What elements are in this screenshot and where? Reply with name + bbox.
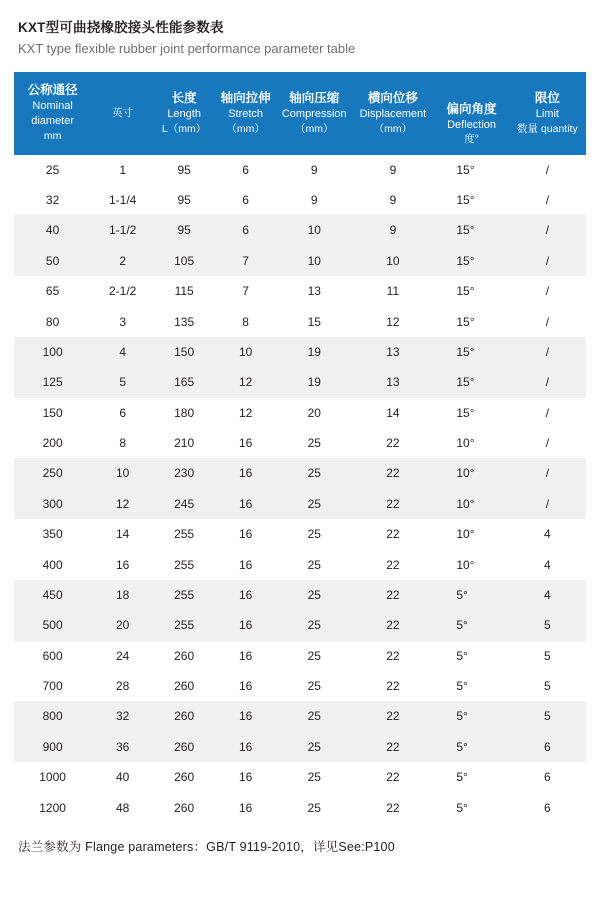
table-cell: 15 [277, 306, 351, 336]
table-cell: 20 [91, 610, 154, 640]
table-cell: 900 [14, 732, 91, 762]
table-cell: / [509, 367, 586, 397]
footer-note: 法兰参数为 Flange parameters：GB/T 9119-2010，详见See:P100 [18, 839, 395, 854]
column-header-cn: 限位 [534, 90, 560, 105]
table-cell: 32 [91, 701, 154, 731]
table-body [14, 155, 586, 823]
table-cell: 25 [277, 489, 351, 519]
table-cell: 9 [277, 185, 351, 215]
table-cell: 1000 [14, 762, 91, 792]
column-header-unit: mm [43, 129, 62, 142]
table-cell: 5 [509, 641, 586, 671]
table-cell: / [509, 458, 586, 488]
table-cell: 36 [91, 732, 154, 762]
table-cell: 165 [154, 367, 214, 397]
table-cell: 22 [351, 701, 434, 731]
table-cell: 3 [91, 306, 154, 336]
table-cell: 6 [214, 185, 277, 215]
table-cell: / [509, 246, 586, 276]
table-row [14, 155, 586, 185]
table-cell: 5° [434, 580, 508, 610]
table-cell: 22 [351, 732, 434, 762]
table-row [14, 792, 586, 822]
page-title-en: KXT type flexible rubber joint performance parameter table [18, 41, 356, 57]
table-cell: / [509, 215, 586, 245]
table-cell: 16 [214, 671, 277, 701]
table-row [14, 428, 586, 458]
table-cell: 260 [154, 641, 214, 671]
table-cell: 500 [14, 610, 91, 640]
table-cell: 15° [434, 276, 508, 306]
table-cell: 10 [277, 215, 351, 245]
table-cell: 25 [277, 580, 351, 610]
table-row [14, 489, 586, 519]
table-cell: 16 [214, 762, 277, 792]
table-row [14, 641, 586, 671]
table-cell: 12 [214, 398, 277, 428]
table-cell: / [509, 276, 586, 306]
column-header-en: Deflection [447, 118, 497, 131]
table-cell: 9 [351, 215, 434, 245]
column-header-unit: （mm） [295, 122, 334, 135]
table-cell: 5° [434, 671, 508, 701]
table-cell: 10 [214, 337, 277, 367]
table-cell: 11 [351, 276, 434, 306]
table-cell: 7 [214, 276, 277, 306]
table-cell: 25 [277, 701, 351, 731]
table-cell: 22 [351, 610, 434, 640]
table-cell: 135 [154, 306, 214, 336]
column-header-en: Length [167, 107, 201, 120]
table-cell: 22 [351, 580, 434, 610]
table-cell: 15° [434, 306, 508, 336]
table-cell: 4 [509, 580, 586, 610]
table-cell: 700 [14, 671, 91, 701]
column-header-unit: 英寸 [112, 106, 134, 119]
table-cell: / [509, 398, 586, 428]
table-cell: 5° [434, 762, 508, 792]
table-cell: 32 [14, 185, 91, 215]
table-cell: 25 [277, 519, 351, 549]
table-cell: 8 [214, 306, 277, 336]
table-cell: 18 [91, 580, 154, 610]
table-cell: 9 [351, 185, 434, 215]
table-row [14, 519, 586, 549]
table-cell: 15° [434, 337, 508, 367]
table-row [14, 367, 586, 397]
column-header-cn: 长度 [171, 90, 197, 105]
table-cell: 16 [214, 732, 277, 762]
table-cell: 10 [351, 246, 434, 276]
table-cell: 4 [509, 549, 586, 579]
table-cell: 25 [277, 732, 351, 762]
table-row [14, 610, 586, 640]
table-cell: 22 [351, 519, 434, 549]
table-cell: 14 [351, 398, 434, 428]
table-cell: 22 [351, 762, 434, 792]
table-cell: / [509, 185, 586, 215]
table-cell: 260 [154, 762, 214, 792]
column-header-en: Stretch [228, 107, 264, 120]
table-cell: 150 [154, 337, 214, 367]
table-cell: 15° [434, 398, 508, 428]
table-cell: 245 [154, 489, 214, 519]
table-cell: 25 [277, 671, 351, 701]
table-cell: 25 [277, 762, 351, 792]
table-cell: 180 [154, 398, 214, 428]
title-block [14, 18, 586, 60]
table-cell: 95 [154, 215, 214, 245]
column-header-stretch [214, 72, 277, 154]
table-cell: 600 [14, 641, 91, 671]
table-cell: 24 [91, 641, 154, 671]
table-cell: 22 [351, 671, 434, 701]
table-cell: 9 [351, 155, 434, 185]
table-cell: 5° [434, 610, 508, 640]
table-cell: 19 [277, 367, 351, 397]
table-cell: 13 [277, 276, 351, 306]
table-cell: 800 [14, 701, 91, 731]
table-cell: 80 [14, 306, 91, 336]
table-row [14, 458, 586, 488]
table-cell: 16 [214, 580, 277, 610]
table-cell: 65 [14, 276, 91, 306]
table-cell: 6 [509, 792, 586, 822]
table-cell: 15° [434, 367, 508, 397]
column-header-length [154, 72, 214, 154]
table-cell: 14 [91, 519, 154, 549]
table-cell: 5° [434, 732, 508, 762]
table-cell: 22 [351, 489, 434, 519]
table-cell: 16 [214, 519, 277, 549]
table-cell: 2 [91, 246, 154, 276]
table-cell: 22 [351, 549, 434, 579]
table-cell: 15° [434, 246, 508, 276]
table-cell: 10 [91, 458, 154, 488]
table-cell: 260 [154, 671, 214, 701]
column-header-cn: 公称通径 [27, 83, 78, 98]
table-cell: 16 [214, 641, 277, 671]
table-row [14, 732, 586, 762]
table-row [14, 215, 586, 245]
table-cell: 350 [14, 519, 91, 549]
column-header-inch [91, 72, 154, 154]
table-row [14, 398, 586, 428]
table-cell: 12 [91, 489, 154, 519]
table-cell: 25 [277, 428, 351, 458]
table-cell: / [509, 155, 586, 185]
table-row [14, 701, 586, 731]
table-row [14, 276, 586, 306]
table-cell: 16 [214, 792, 277, 822]
table-cell: 1200 [14, 792, 91, 822]
table-row [14, 671, 586, 701]
table-cell: 10 [277, 246, 351, 276]
table-cell: / [509, 337, 586, 367]
table-cell: 5° [434, 701, 508, 731]
header-row [14, 72, 586, 154]
table-cell: 260 [154, 701, 214, 731]
column-header-limit [509, 72, 586, 154]
table-cell: 1-1/4 [91, 185, 154, 215]
table-cell: 25 [277, 458, 351, 488]
table-cell: 25 [277, 610, 351, 640]
table-cell: 4 [91, 337, 154, 367]
column-header-deflection [434, 72, 508, 154]
table-cell: 13 [351, 367, 434, 397]
column-header-cn: 轴向压缩 [289, 90, 340, 105]
table-cell: 10° [434, 428, 508, 458]
table-cell: 250 [14, 458, 91, 488]
column-header-compression [277, 72, 351, 154]
column-header-unit: 数量 quantity [517, 122, 578, 135]
table-cell: 100 [14, 337, 91, 367]
table-row [14, 246, 586, 276]
table-cell: 125 [14, 367, 91, 397]
table-row [14, 337, 586, 367]
table-cell: 1-1/2 [91, 215, 154, 245]
table-cell: 2-1/2 [91, 276, 154, 306]
table-cell: 5° [434, 792, 508, 822]
table-row [14, 762, 586, 792]
parameter-table [14, 72, 586, 823]
column-header-cn: 横向位移 [367, 90, 418, 105]
table-cell: 5° [434, 641, 508, 671]
table-cell: / [509, 489, 586, 519]
table-cell: 8 [91, 428, 154, 458]
table-cell: 16 [214, 610, 277, 640]
table-cell: 25 [277, 549, 351, 579]
table-cell: 40 [91, 762, 154, 792]
table-cell: 105 [154, 246, 214, 276]
table-cell: 260 [154, 792, 214, 822]
table-cell: 28 [91, 671, 154, 701]
table-cell: 25 [277, 641, 351, 671]
table-cell: 20 [277, 398, 351, 428]
table-cell: 5 [509, 610, 586, 640]
table-cell: 16 [214, 701, 277, 731]
table-row [14, 306, 586, 336]
column-header-unit: （mm） [226, 122, 265, 135]
column-header-en: Limit [535, 107, 559, 120]
table-cell: 200 [14, 428, 91, 458]
table-cell: 22 [351, 792, 434, 822]
table-cell: 16 [214, 549, 277, 579]
table-cell: 9 [277, 155, 351, 185]
table-row [14, 549, 586, 579]
table-cell: 255 [154, 519, 214, 549]
table-cell: 260 [154, 732, 214, 762]
table-cell: 16 [214, 428, 277, 458]
table-cell: 95 [154, 185, 214, 215]
table-cell: 22 [351, 458, 434, 488]
column-header-en: Nominal diameter [31, 100, 74, 128]
column-header-en: Displacement [359, 107, 427, 120]
table-cell: 6 [214, 215, 277, 245]
table-cell: 25 [14, 155, 91, 185]
table-cell: 255 [154, 610, 214, 640]
table-cell: 22 [351, 428, 434, 458]
table-cell: 255 [154, 549, 214, 579]
table-cell: 300 [14, 489, 91, 519]
table-cell: / [509, 306, 586, 336]
table-cell: 10° [434, 519, 508, 549]
table-cell: 15° [434, 155, 508, 185]
table-cell: 12 [351, 306, 434, 336]
table-header [14, 72, 586, 154]
column-header-unit: L（mm） [161, 122, 207, 135]
column-header-unit: （mm） [373, 122, 413, 135]
table-cell: 450 [14, 580, 91, 610]
table-cell: 40 [14, 215, 91, 245]
table-cell: 115 [154, 276, 214, 306]
table-cell: / [509, 428, 586, 458]
column-header-cn: 轴向拉伸 [220, 90, 271, 105]
table-cell: 150 [14, 398, 91, 428]
table-cell: 16 [91, 549, 154, 579]
table-cell: 10° [434, 458, 508, 488]
table-cell: 5 [91, 367, 154, 397]
page-title-cn: KXT型可曲挠橡胶接头性能参数表 [18, 20, 224, 35]
table-cell: 48 [91, 792, 154, 822]
column-header-nominal-diameter [14, 72, 91, 154]
column-header-en: Compression [281, 107, 347, 120]
table-cell: 230 [154, 458, 214, 488]
table-cell: 6 [91, 398, 154, 428]
column-header-cn: 偏向角度 [446, 101, 497, 116]
table-cell: 255 [154, 580, 214, 610]
table-cell: 19 [277, 337, 351, 367]
table-cell: 12 [214, 367, 277, 397]
table-cell: 16 [214, 489, 277, 519]
table-cell: 6 [509, 732, 586, 762]
table-cell: 4 [509, 519, 586, 549]
table-cell: 15° [434, 185, 508, 215]
table-cell: 5 [509, 671, 586, 701]
table-cell: 25 [277, 792, 351, 822]
table-cell: 50 [14, 246, 91, 276]
table-row [14, 580, 586, 610]
table-cell: 1 [91, 155, 154, 185]
table-cell: 10° [434, 489, 508, 519]
table-cell: 7 [214, 246, 277, 276]
column-header-unit: 度° [464, 133, 479, 146]
table-cell: 13 [351, 337, 434, 367]
table-cell: 400 [14, 549, 91, 579]
table-cell: 22 [351, 641, 434, 671]
column-header-displacement [351, 72, 434, 154]
table-cell: 6 [509, 762, 586, 792]
table-cell: 95 [154, 155, 214, 185]
table-cell: 5 [509, 701, 586, 731]
table-cell: 6 [214, 155, 277, 185]
table-cell: 10° [434, 549, 508, 579]
table-row [14, 185, 586, 215]
table-cell: 16 [214, 458, 277, 488]
table-cell: 210 [154, 428, 214, 458]
table-cell: 15° [434, 215, 508, 245]
